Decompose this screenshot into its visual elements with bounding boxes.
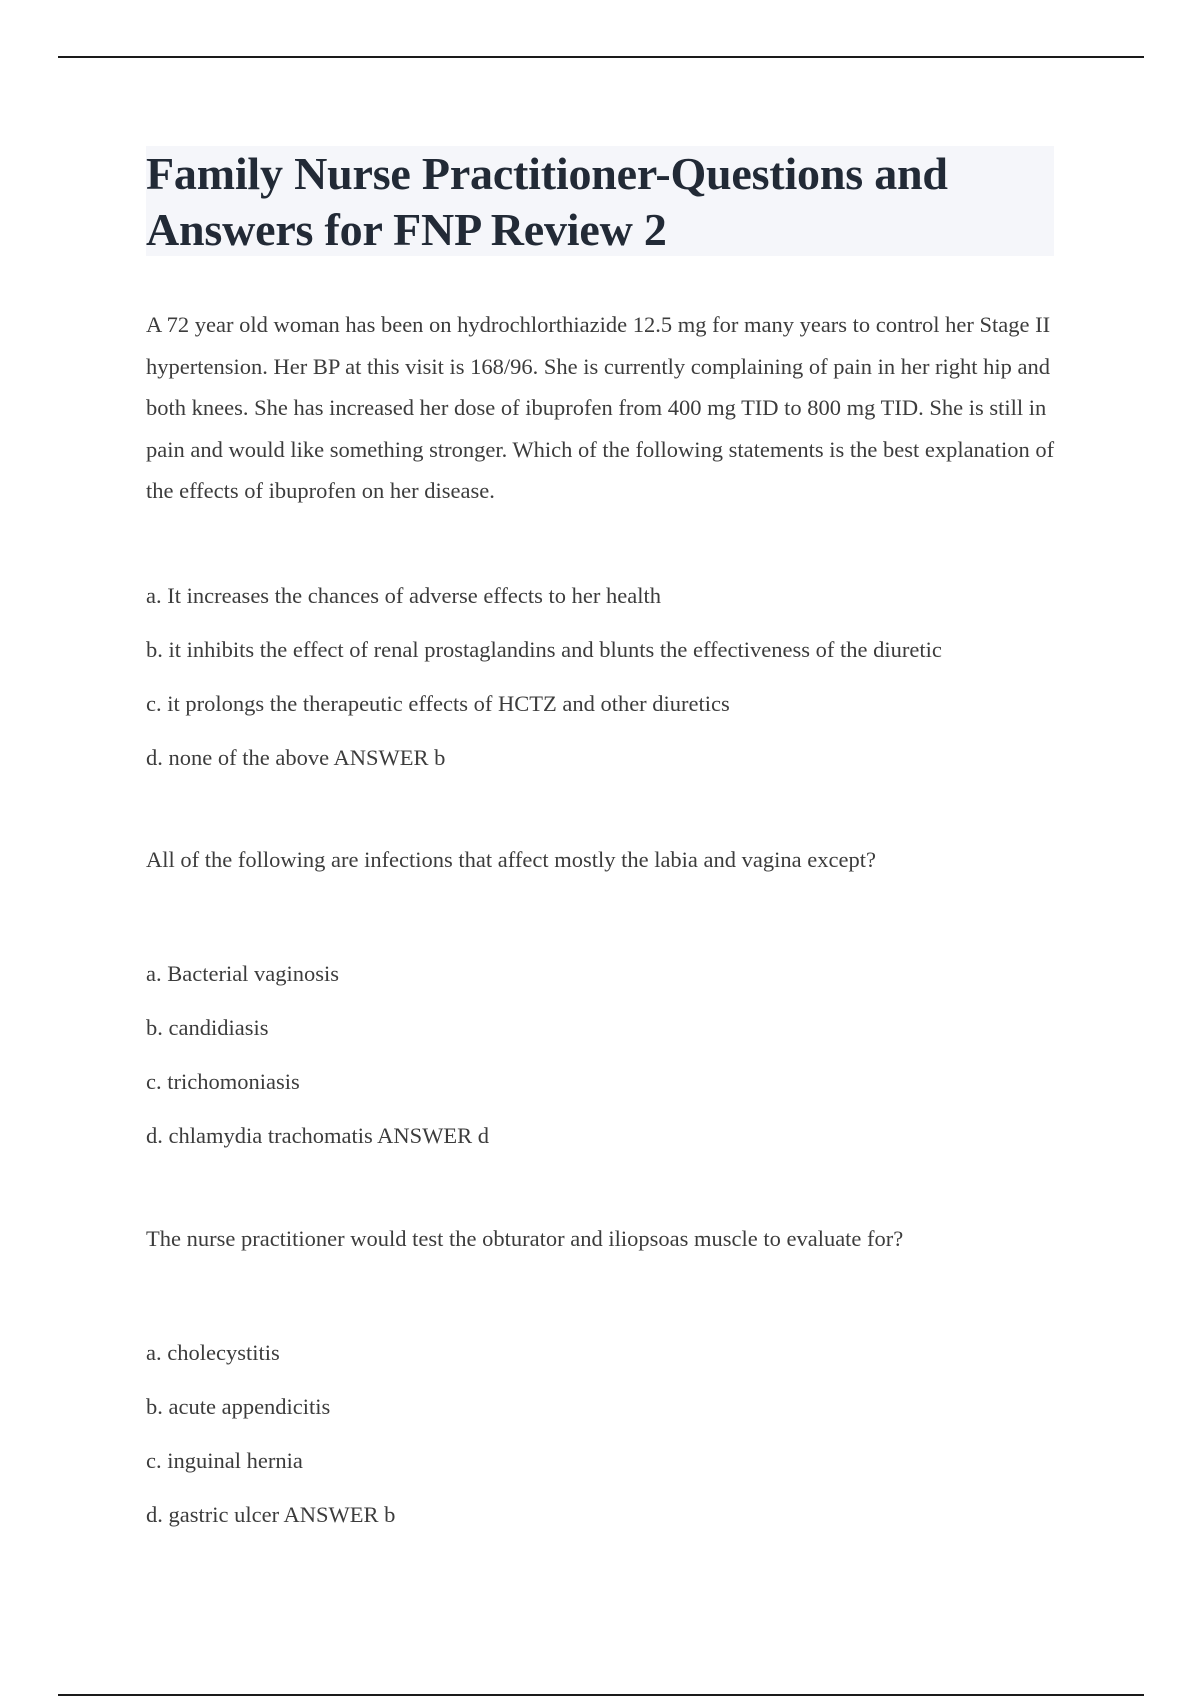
question-2-option-d: d. chlamydia trachomatis ANSWER d bbox=[146, 1123, 490, 1148]
question-1-option-d: d. none of the above ANSWER b bbox=[146, 744, 446, 770]
question-1-options bbox=[146, 581, 1056, 773]
document-body bbox=[146, 304, 1056, 1554]
top-divider bbox=[58, 56, 1144, 58]
question-3-options bbox=[146, 1338, 1056, 1530]
question-1-option-b: b. it inhibits the effect of renal prostaglandins and blunts the effectiveness of the diuretic bbox=[146, 636, 942, 662]
question-1-text: A 72 year old woman has been on hydrochlorthiazide 12.5 mg for many years to control her Stage II hypertension. Her BP at this visit is 168/96. She is currently complaining of pain in her right hip and both knees. She has increased her dose of ibuprofen from 400 mg TID to 800 mg TID. She is still in pain and would like something stronger. Which of the following statements is the best explanation of the effects of ibuprofen on her disease. bbox=[146, 312, 1055, 503]
title-block bbox=[146, 146, 1054, 256]
question-2-options bbox=[146, 959, 1056, 1151]
question-1-option-c: c. it prolongs the therapeutic effects of HCTZ and other diuretics bbox=[146, 690, 730, 716]
question-3-option-d: d. gastric ulcer ANSWER b bbox=[146, 1501, 396, 1527]
question-3-option-b: b. acute appendicitis bbox=[146, 1393, 331, 1419]
question-3-text: The nurse practitioner would test the obturator and iliopsoas muscle to evaluate for? bbox=[146, 1226, 904, 1251]
bottom-divider bbox=[58, 1694, 1144, 1696]
question-3-option-c: c. inguinal hernia bbox=[146, 1447, 303, 1473]
question-2-option-c: c. trichomoniasis bbox=[146, 1069, 300, 1094]
page-title: Family Nurse Practitioner-Questions and Answers for FNP Review 2 bbox=[146, 148, 948, 255]
question-3-option-a: a. cholecystitis bbox=[146, 1339, 280, 1365]
question-2-option-b: b. candidiasis bbox=[146, 1015, 269, 1040]
question-2-text: All of the following are infections that affect mostly the labia and vagina except? bbox=[146, 846, 876, 872]
question-1-option-a: a. It increases the chances of adverse effects to her health bbox=[146, 582, 661, 608]
question-2-option-a: a. Bacterial vaginosis bbox=[146, 961, 340, 986]
